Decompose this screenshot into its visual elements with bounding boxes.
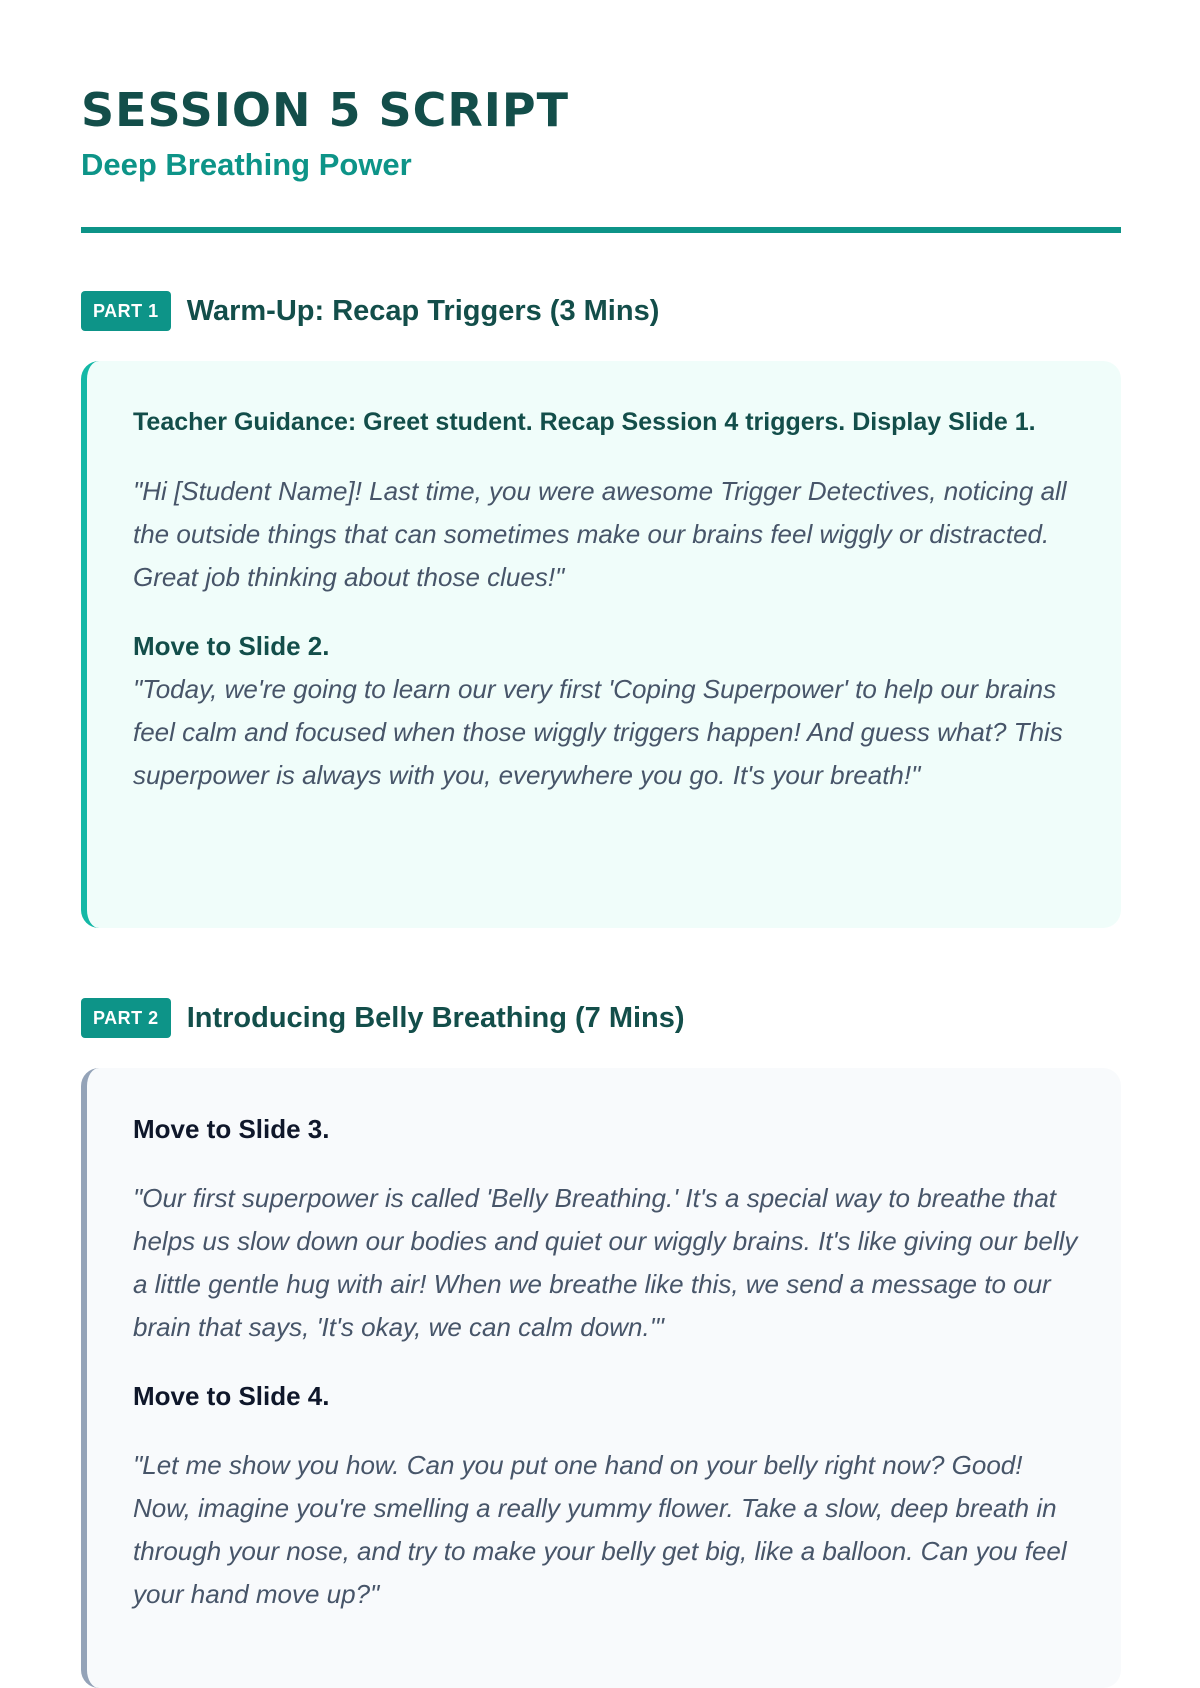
- part-2-script-card: [81, 1068, 1121, 1688]
- part-1-script-card: [81, 361, 1121, 928]
- script-quote: "Let me show you how. Can you put one hand on your belly right now? Good! Now, imagine you're smelling a really yummy flower. Take a slow, deep breath in through your nose, and try to make your belly get big, like a balloon. Can you feel your hand move up?": [133, 1450, 1067, 1609]
- part-2-header: [81, 998, 685, 1038]
- page-title: SESSION 5 SCRIPT: [81, 83, 570, 137]
- teacher-guidance: Teacher Guidance: Greet student. Recap Session 4 triggers. Display Slide 1.: [133, 408, 1036, 436]
- header-divider: [81, 227, 1121, 233]
- slide-instruction: Move to Slide 3.: [133, 1114, 330, 1144]
- part-2-title: Introducing Belly Breathing (7 Mins): [186, 1001, 685, 1034]
- page-subtitle: Deep Breathing Power: [81, 147, 412, 182]
- part-1-badge: PART 1: [81, 291, 171, 331]
- script-quote: "Our first superpower is called 'Belly Breathing.' It's a special way to breathe that helps us slow down our bodies and quiet our wiggly brains. It's like giving our belly a little gentle hug with air! When we breathe like this, we send a message to our brain that says, 'It's okay, we can calm down.'": [133, 1183, 1078, 1342]
- slide-instruction: Move to Slide 2.: [133, 631, 330, 661]
- slide-instruction: Move to Slide 4.: [133, 1381, 330, 1411]
- part-1-header: [81, 291, 659, 331]
- part-2-badge: PART 2: [81, 998, 171, 1038]
- script-quote: "Hi [Student Name]! Last time, you were awesome Trigger Detectives, noticing all the outside things that can sometimes make our brains feel wiggly or distracted. Great job thinking about those clues!": [133, 476, 1067, 592]
- part-1-title: Warm-Up: Recap Triggers (3 Mins): [186, 294, 660, 327]
- script-quote: "Today, we're going to learn our very first 'Coping Superpower' to help our brains feel calm and focused when those wiggly triggers happen! And guess what? This superpower is always with you, everywhere you go. It's your breath!": [133, 674, 1063, 790]
